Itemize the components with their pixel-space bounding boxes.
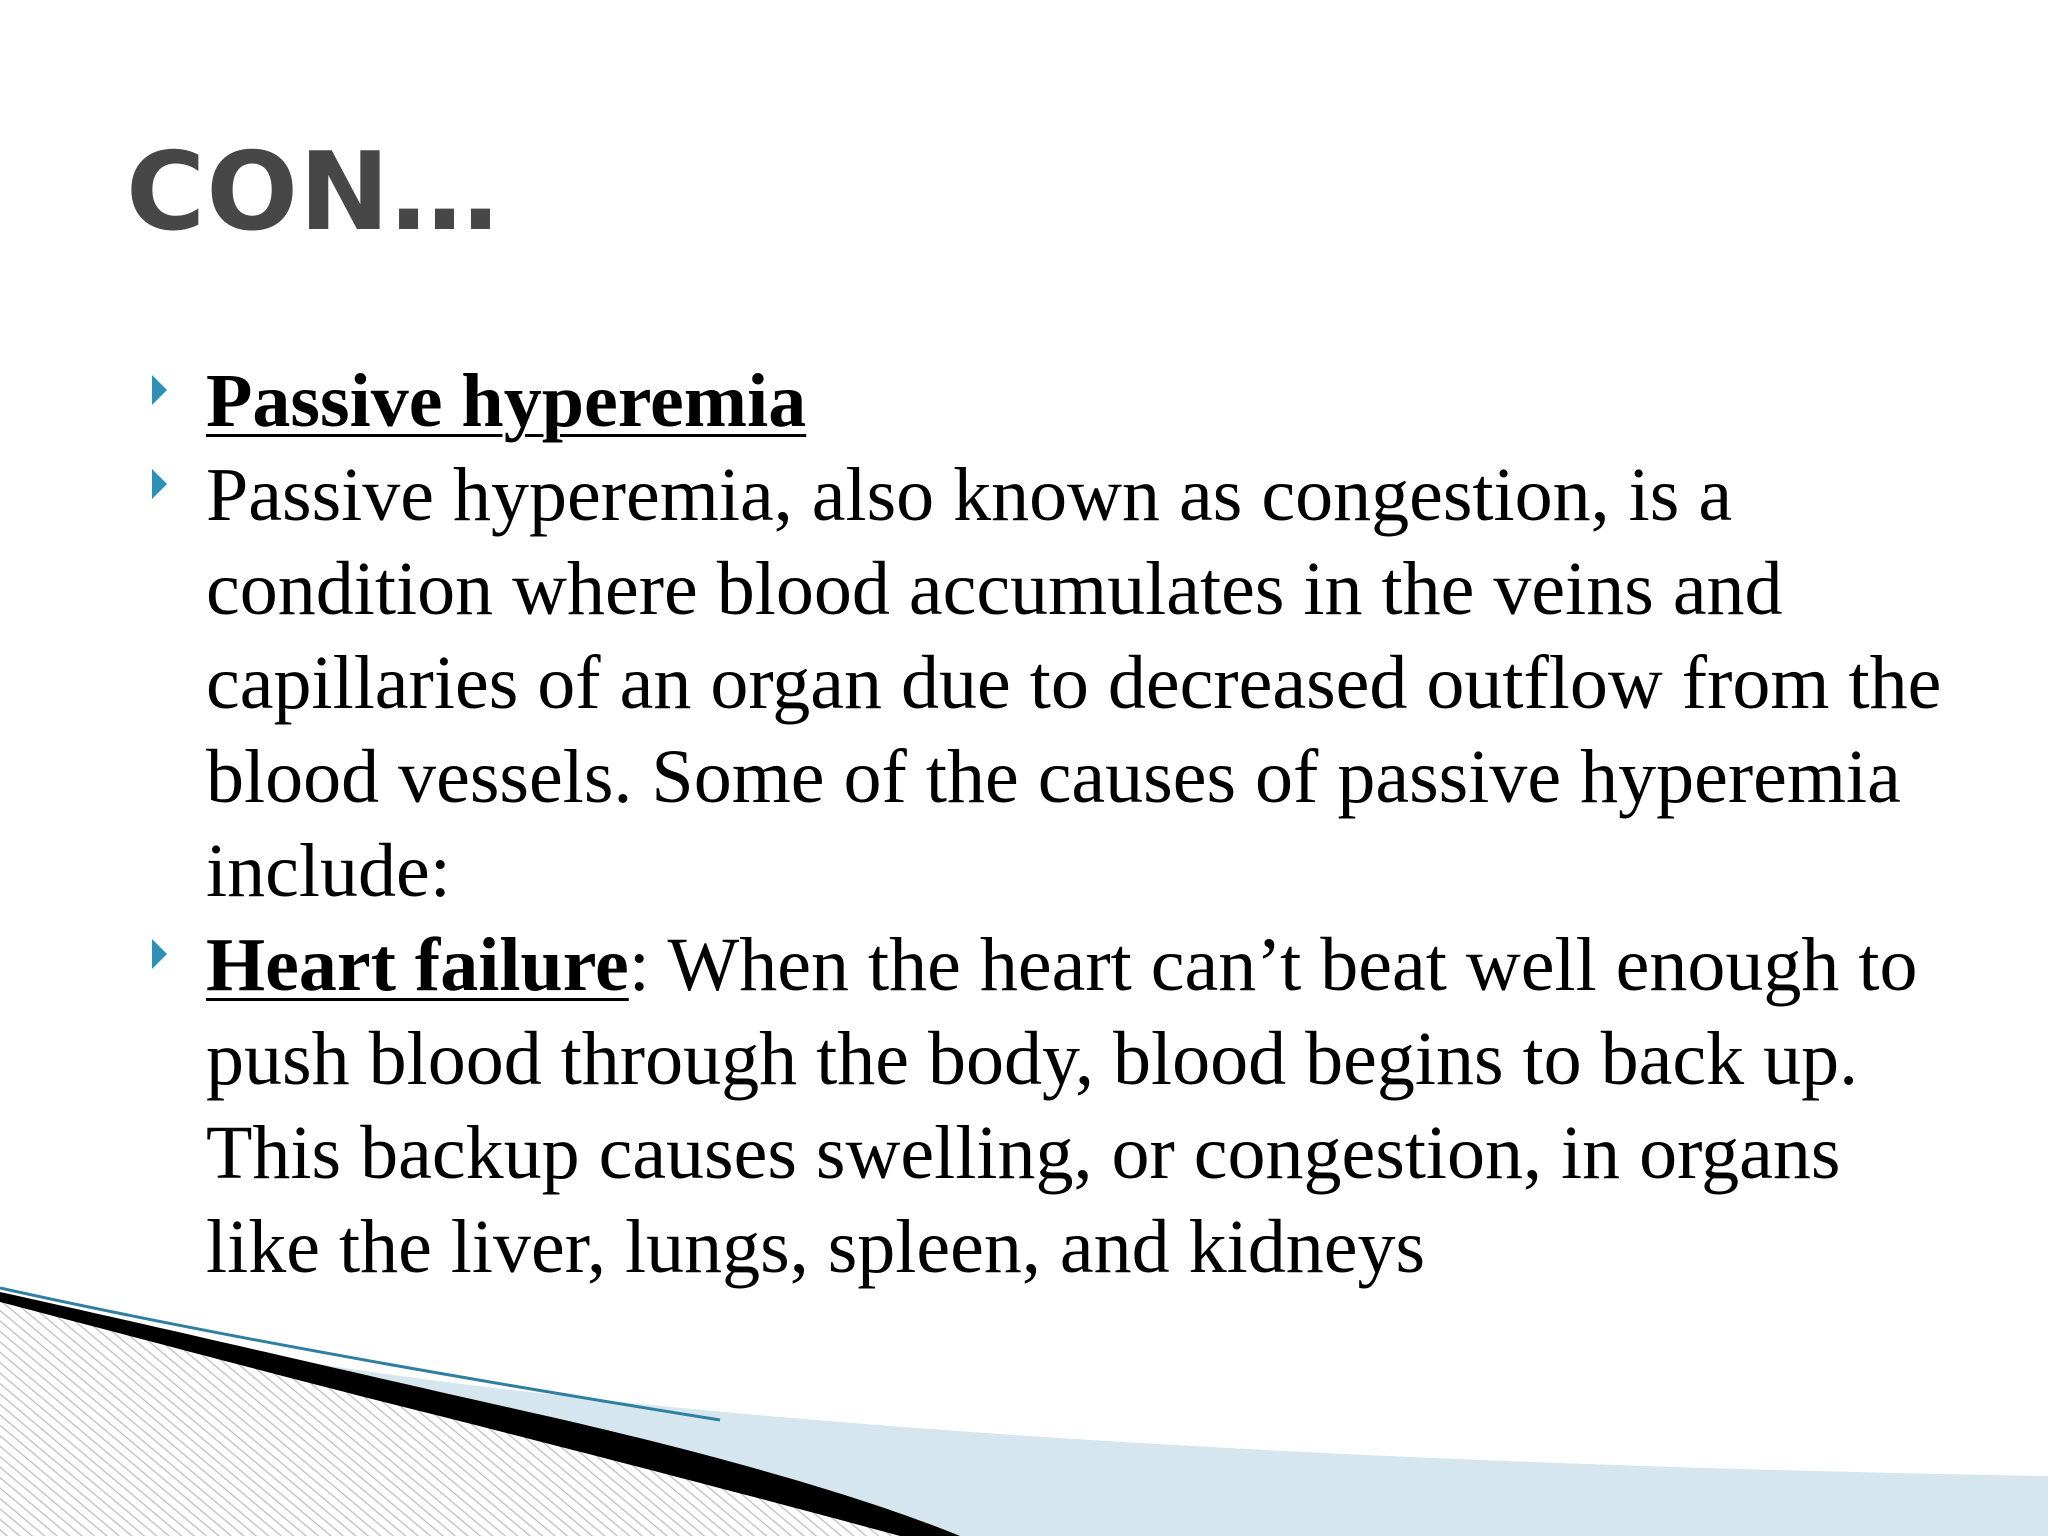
bullet-text: Passive hyperemia, also known as congestion, is a condition where blood accumulates in the veins and capillaries of an organ due to decreased outflow from the blood vessels. Some of the causes of passive hyperemia include: [206, 453, 1942, 913]
triangle-right-icon [152, 939, 167, 969]
bullet-list [150, 354, 1950, 1294]
bullet-item-passive-hyperemia [150, 354, 1950, 448]
slide-title: CON… [126, 130, 500, 255]
decorative-wave [0, 1280, 2048, 1536]
bullet-heading: Passive hyperemia [206, 359, 807, 443]
bullet-item-heart-failure [150, 918, 1950, 1294]
bullet-text: : When the heart can’t beat well enough to push blood through the body, blood begins to back up. This backup causes swelling, or congestion, in organs like the liver, lungs, spleen, and kidneys [206, 923, 1918, 1289]
triangle-right-icon [152, 469, 167, 499]
bullet-heading: Heart failure [206, 923, 629, 1007]
triangle-right-icon [152, 375, 167, 405]
bullet-item-definition [150, 448, 1950, 918]
